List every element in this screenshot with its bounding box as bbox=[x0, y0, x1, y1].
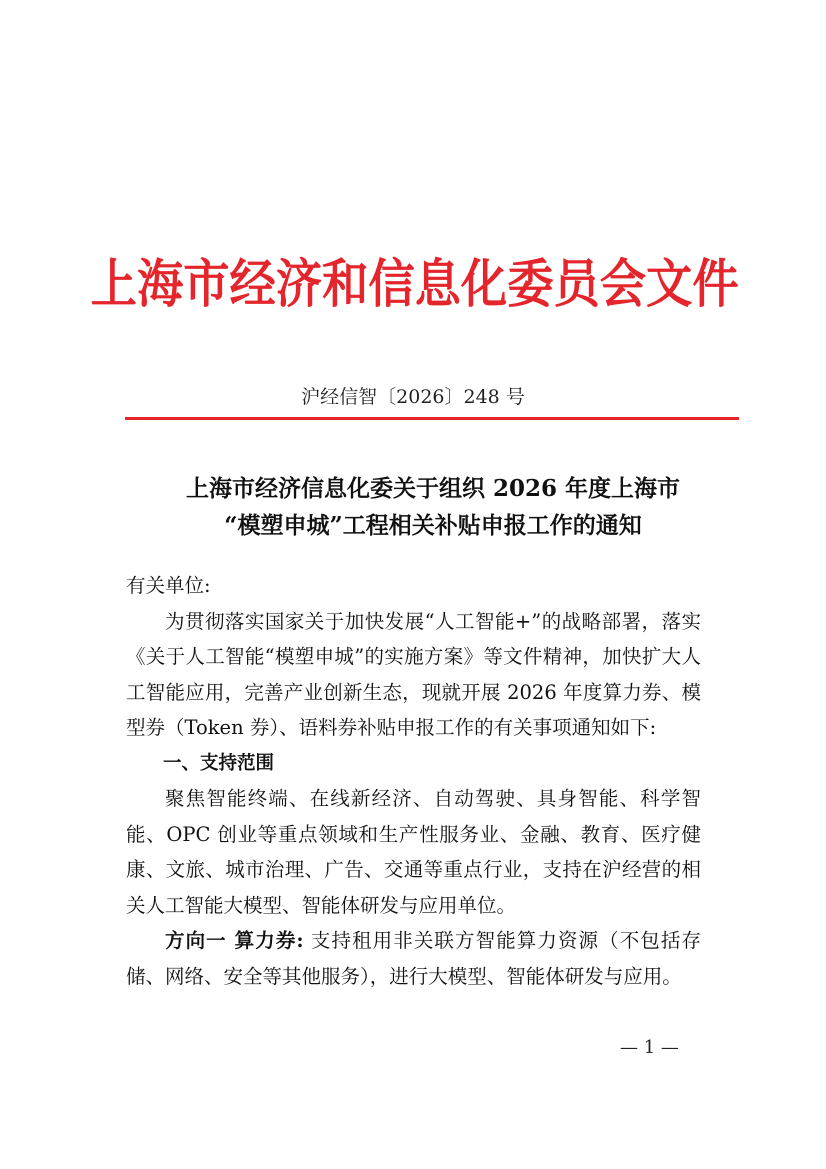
salutation: 有关单位: bbox=[126, 574, 211, 597]
red-divider-line bbox=[125, 417, 739, 420]
document-title bbox=[120, 470, 746, 544]
direction-1-text: 支持租用非关联方智能算力资源（不包括存储、网络、安全等其他服务），进行大模型、智能体研发与应用。 bbox=[126, 929, 701, 988]
section-1-heading: 一、支持范围 bbox=[163, 752, 275, 774]
intro-paragraph: 为贯彻落实国家关于加快发展“人工智能+”的战略部署，落实《关于人工智能“模塑申城”的实施方案》等文件精神，加快扩大人工智能应用，完善产业创新生态，现就开展 2026 年度算力券、模型券（Token 券）、语料券补贴申报工作的有关事项通知如下: bbox=[126, 609, 701, 739]
document-body bbox=[126, 568, 701, 994]
document-title-line-2: “模塑申城”工程相关补贴申报工作的通知 bbox=[224, 512, 642, 539]
document-masthead: 上海市经济和信息化委员会文件 bbox=[90, 254, 739, 315]
direction-1-paragraph bbox=[126, 923, 701, 994]
document-title-line-1: 上海市经济信息化委关于组织 2026 年度上海市 bbox=[185, 475, 681, 502]
section-1-paragraph: 聚焦智能终端、在线新经济、自动驾驶、具身智能、科学智能、OPC 创业等重点领域和生产性服务业、金融、教育、医疗健康、文旅、城市治理、广告、交通等重点行业，支持在沪经营的相关人工智能大模型、智能体研发与应用单位。 bbox=[126, 787, 701, 917]
direction-1-label: 方向一 算力券: bbox=[165, 929, 304, 952]
page-number: — 1 — bbox=[620, 1037, 679, 1058]
document-number: 沪经信智〔2026〕248 号 bbox=[301, 386, 525, 408]
